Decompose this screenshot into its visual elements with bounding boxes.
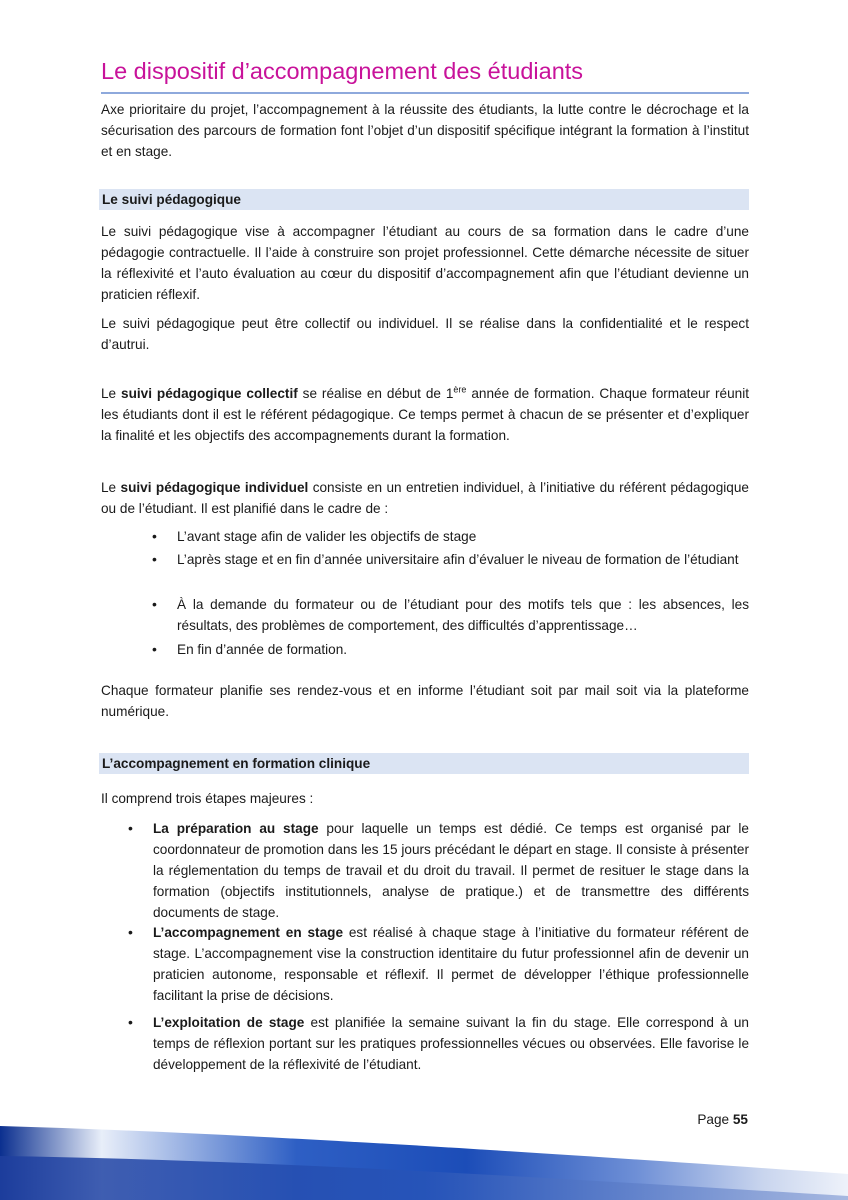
- suivi-paragraph-rendezvous: Chaque formateur planifie ses rendez-vous et en informe l’étudiant soit par mail soit via la plateforme numérique.: [101, 683, 749, 719]
- intro-paragraph: Axe prioritaire du projet, l’accompagnement à la réussite des étudiants, la lutte contre le décrochage et la sécurisation des parcours de formation font l’objet d’un dispositif spécifique intégrant la formation à l’institut et en stage.: [101, 102, 749, 159]
- list-item: • L’après stage et en fin d’année universitaire afin d’évaluer le niveau de formation de l’étudiant: [177, 549, 749, 570]
- suivi-paragraph-1: Le suivi pédagogique vise à accompagner l’étudiant au cours de sa formation dans le cadre d’une pédagogie contractuelle. Il l’aide à construire son projet professionnel. Cette démarche nécessite de situer la réflexivité et l’auto évaluation au cœur du dispositif d’accompagnement afin que l’étudiant devienne un praticien réflexif.: [101, 224, 749, 302]
- list-item: • L’exploitation de stage est planifiée la semaine suivant la fin du stage. Elle correspond à un temps de réflexion portant sur les pratiques professionnelles vécues ou observées. Elle favorise le développement de la réflexivité de l’étudiant.: [153, 1012, 749, 1075]
- list-item-term: L’accompagnement en stage: [153, 925, 343, 940]
- section-heading-suivi-pedagogique: Le suivi pédagogique: [99, 189, 749, 210]
- list-item-term: L’exploitation de stage: [153, 1015, 305, 1030]
- list-item: • À la demande du formateur ou de l’étudiant pour des motifs tels que : les absences, les résultats, des problèmes de comportement, des difficultés d’apprentissage…: [177, 594, 749, 636]
- clinique-intro: Il comprend trois étapes majeures :: [101, 791, 314, 806]
- list-item: • En fin d’année de formation.: [177, 639, 749, 660]
- list-item: • La préparation au stage pour laquelle un temps est dédié. Ce temps est organisé par le coordonnateur de promotion dans les 15 jours précédant le départ en stage. Il consiste à présenter la réglementation du temps de travail et du droit du travail. Il permet de resituer le stage dans la formation (objectifs institutionnels, analyse de pratique.) et de transmettre des différents documents de stage.: [153, 818, 749, 923]
- list-item-term: La préparation au stage: [153, 821, 319, 836]
- suivi-individuel-term: suivi pédagogique individuel: [120, 480, 309, 495]
- suivi-individuel-paragraph: Le suivi pédagogique individuel consiste en un entretien individuel, à l’initiative du référent pédagogique ou de l’étudiant. Il est planifié dans le cadre de :: [101, 480, 749, 516]
- list-item: • L’avant stage afin de valider les objectifs de stage: [177, 526, 749, 547]
- footer-wave-decoration: [0, 1126, 848, 1200]
- page-number: Page 55: [697, 1112, 748, 1127]
- page-title: Le dispositif d’accompagnement des étudiants: [101, 56, 749, 94]
- section-heading-formation-clinique: L’accompagnement en formation clinique: [99, 753, 749, 774]
- suivi-collectif-term: suivi pédagogique collectif: [121, 386, 298, 401]
- list-item: • L’accompagnement en stage est réalisé à chaque stage à l’initiative du formateur référent de stage. L’accompagnement vise la construction identitaire du futur professionnel afin de devenir un praticien autonome, responsable et réflexif. Il permet de développer l’éthique professionnelle facilitant la prise de décisions.: [153, 922, 749, 1006]
- ordinal-superscript: ère: [453, 384, 467, 395]
- suivi-paragraph-2: Le suivi pédagogique peut être collectif ou individuel. Il se réalise dans la confidentialité et le respect d’autrui.: [101, 316, 749, 352]
- suivi-collectif-paragraph: Le suivi pédagogique collectif se réalise en début de 1ère année de formation. Chaque formateur réunit les étudiants dont il est le référent pédagogique. Ce temps permet à chacun de se présenter et d’expliquer la finalité et les objectifs des accompagnements durant la formation.: [101, 384, 749, 443]
